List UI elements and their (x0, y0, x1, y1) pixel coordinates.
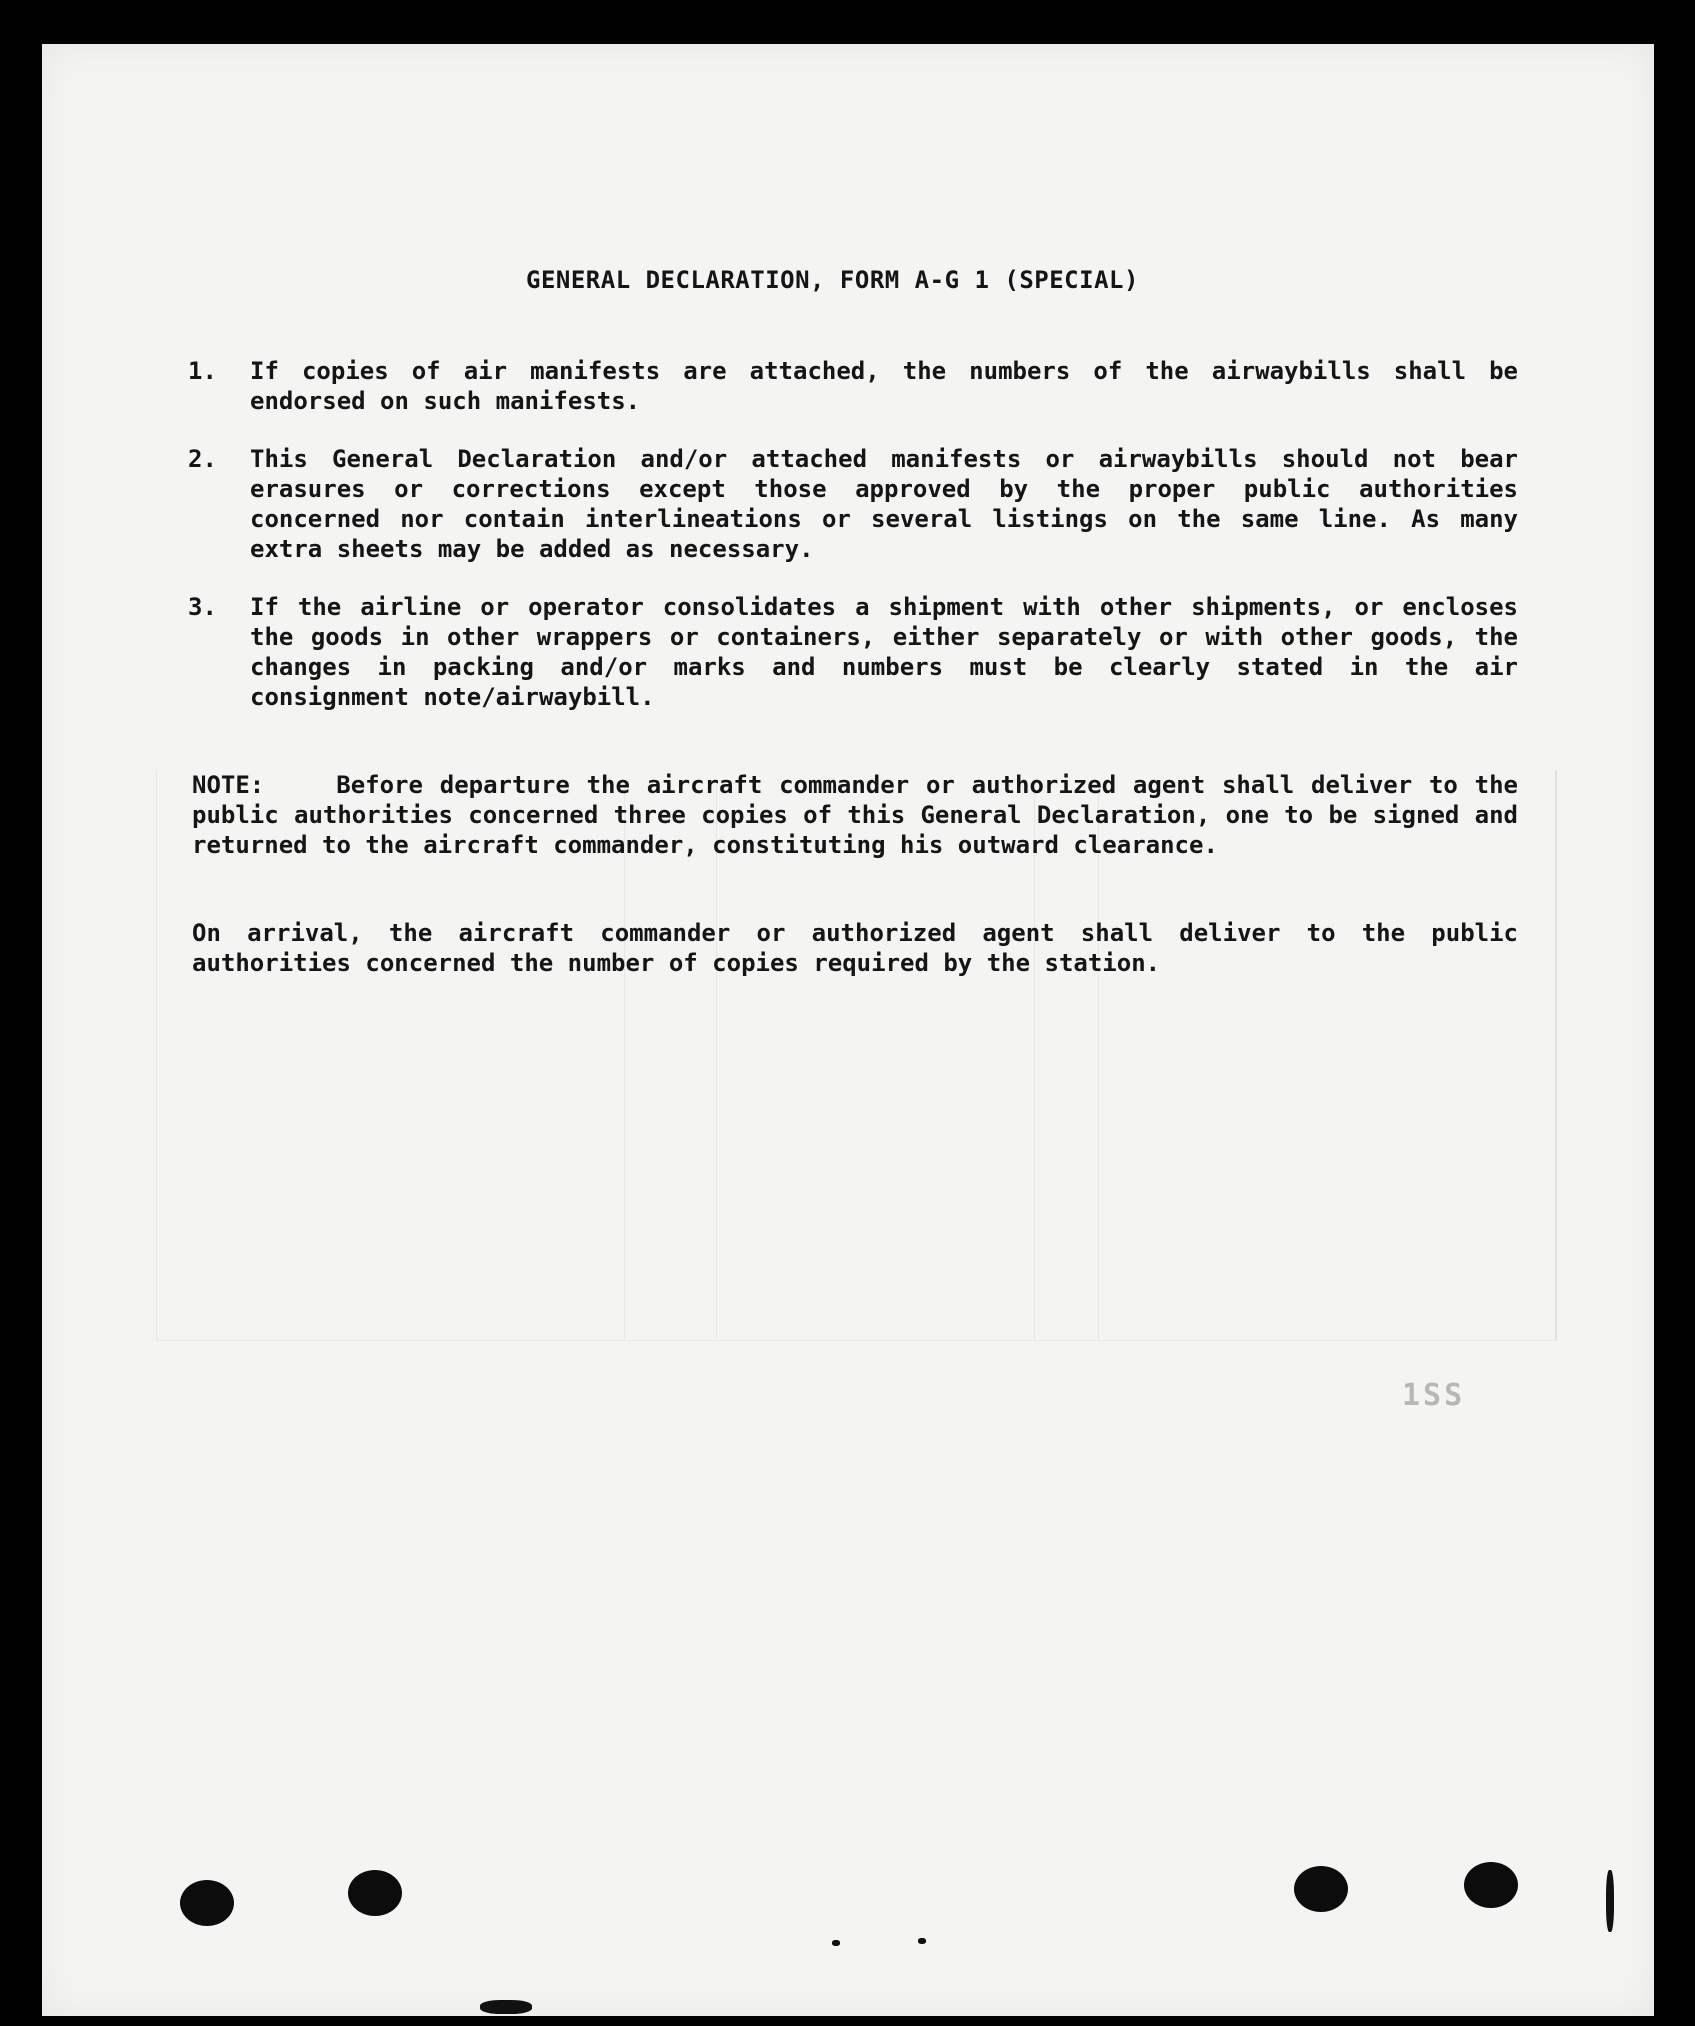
list-item (188, 444, 1518, 564)
list-item (188, 592, 1518, 712)
scan-blot (480, 2000, 532, 2014)
item-number: 1. (188, 357, 217, 385)
punch-hole (1294, 1866, 1348, 1912)
faint-stamp-mark: 1SS (1402, 1378, 1466, 1413)
punch-hole (348, 1870, 402, 1916)
item-number: 2. (188, 445, 217, 473)
list-item (188, 356, 1518, 416)
item-text: If the airline or operator consolidates a shipment with other shipments, or encloses the goods in other wrappers or containers, either separately or with other goods, the changes in packing and/or marks and numbers must be clearly stated in the air consignment note/airwaybill. (250, 593, 1518, 711)
page-title: GENERAL DECLARATION, FORM A-G 1 (SPECIAL) (526, 266, 1139, 294)
punch-hole (1464, 1862, 1518, 1908)
scan-speck (918, 1938, 926, 1944)
scan-mark (1606, 1870, 1614, 1932)
item-text: This General Declaration and/or attached manifests or airwaybills should not bear erasures or corrections except those approved by the proper public authorities concerned nor contain interlineations or several listings on the same line. As many extra sheets may be added as necessary. (250, 445, 1518, 563)
note-text: Before departure the aircraft commander or authorized agent shall deliver to the public authorities concerned three copies of this General Declaration, one to be signed and returned to the aircraft commander, constituting his outward clearance. (192, 771, 1518, 859)
item-text: If copies of air manifests are attached, the numbers of the airwaybills shall be endorsed on such manifests. (250, 357, 1518, 415)
note-paragraph (192, 770, 1518, 860)
item-number: 3. (188, 593, 217, 621)
scan-speck (832, 1940, 840, 1946)
arrival-paragraph: On arrival, the aircraft commander or authorized agent shall deliver to the public authorities concerned the number of copies required by the station. (192, 919, 1518, 977)
note-label: NOTE: (192, 771, 265, 799)
punch-hole (180, 1880, 234, 1926)
